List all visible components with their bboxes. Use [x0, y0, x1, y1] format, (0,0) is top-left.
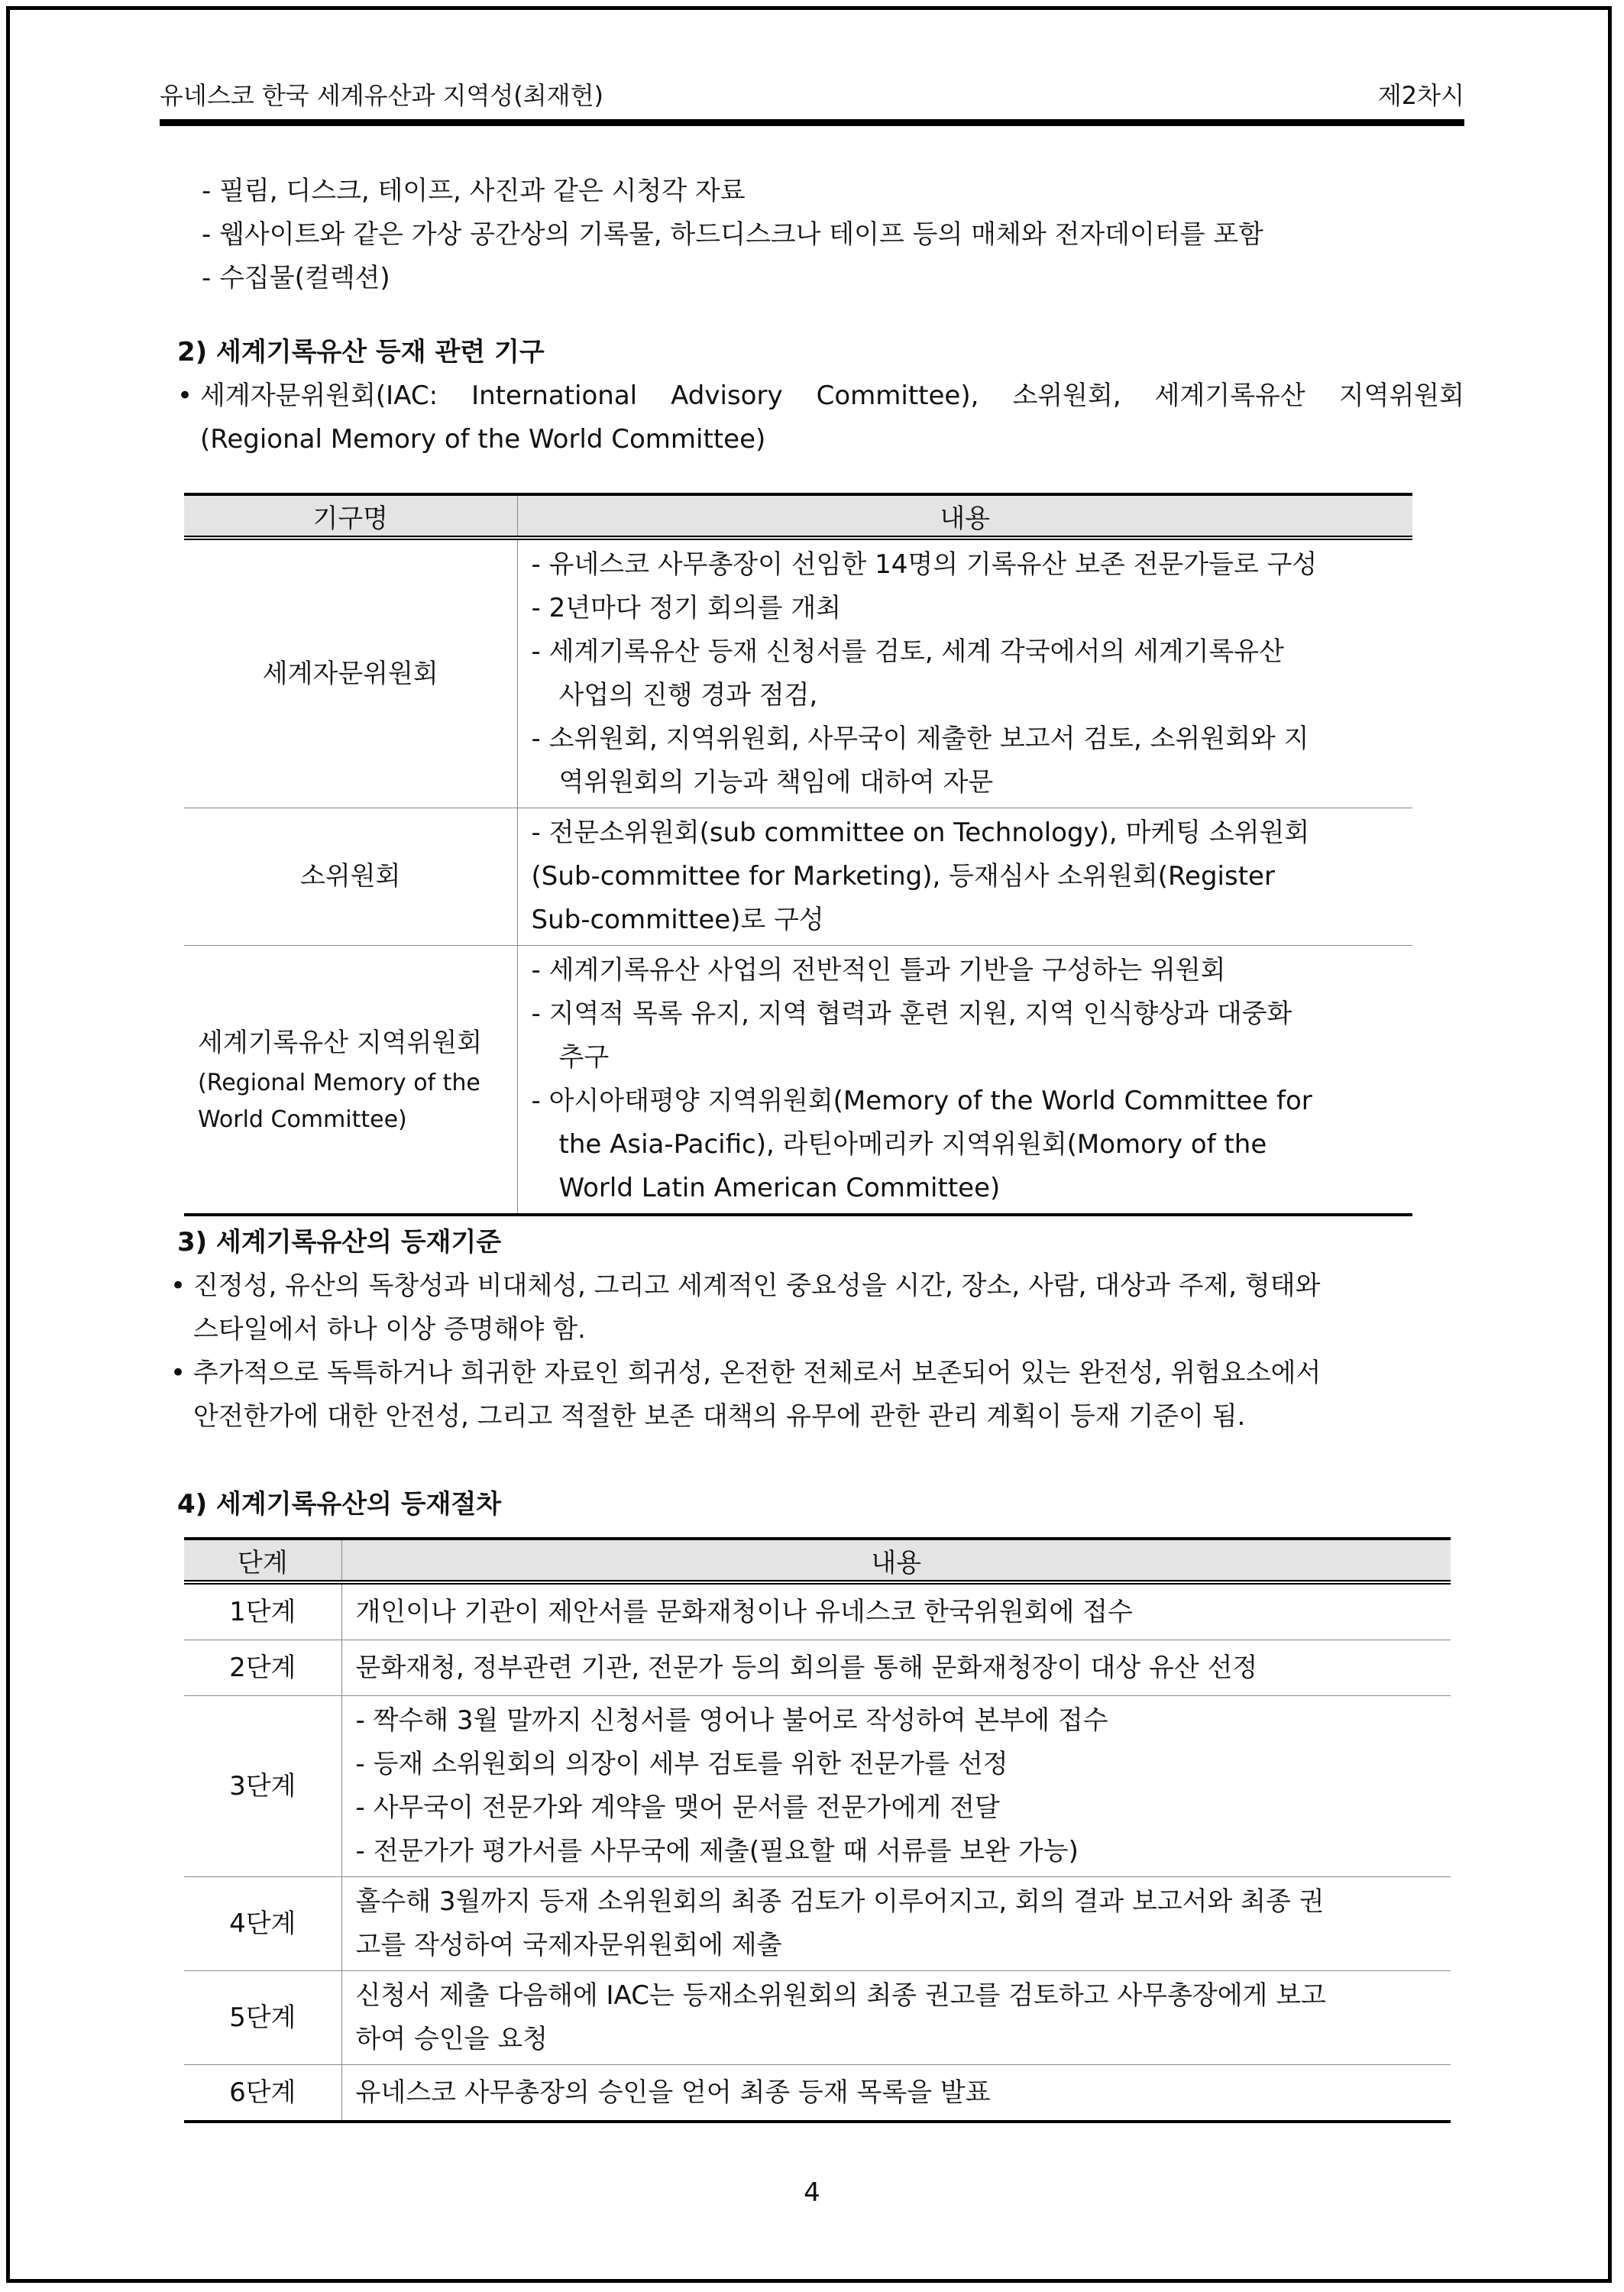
- org-content: [517, 808, 1412, 946]
- cell-line: 고를 작성하여 국제자문위원회에 제출: [355, 1930, 782, 1960]
- document-body: [177, 170, 1464, 461]
- list-item: - 수집물(컬렉션): [202, 263, 390, 293]
- procedure-table: [184, 1537, 1451, 2123]
- bullet-text: [170, 1352, 1464, 1439]
- cell-line: 개인이나 기관이 제안서를 문화재청이나 유네스코 한국위원회에 접수: [355, 1597, 1133, 1627]
- page-header: [160, 75, 1464, 116]
- header-rule: [160, 119, 1464, 126]
- cell-line: 유네스코 사무총장의 승인을 얻어 최종 등재 목록을 발표: [355, 2077, 991, 2108]
- header-session: 제2차시: [1377, 81, 1464, 110]
- org-content: [517, 946, 1412, 1216]
- table-row: [184, 2065, 1451, 2122]
- bullet-line: (Regional Memory of the World Committee): [200, 424, 766, 455]
- org-content: [517, 538, 1412, 808]
- step-label: 2단계: [184, 1640, 341, 1696]
- bullet-line: • 추가적으로 독특하거나 희귀한 자료인 희귀성, 온전한 전체로서 보존되어 있는 완전성, 위험요소에서: [193, 1358, 1322, 1388]
- bullet-line: • 세계자문위원회(IAC: International Advisory Committee), 소위원회, 세계기록유산 지역위원회: [200, 380, 1464, 411]
- table-row: [184, 1971, 1451, 2065]
- page-number: 4: [804, 2177, 820, 2208]
- section-3-heading: 3) 세계기록유산의 등재기준: [177, 1227, 502, 1258]
- list-item: - 웹사이트와 같은 가상 공간상의 기록물, 하드디스크나 테이프 등의 매체와 전자데이터를 포함: [202, 219, 1264, 250]
- step-label: 4단계: [184, 1877, 341, 1971]
- cell-line: - 세계기록유산 사업의 전반적인 틀과 기반을 구성하는 위원회: [531, 955, 1226, 986]
- list-item: - 필림, 디스크, 테이프, 사진과 같은 시청각 자료: [202, 176, 746, 206]
- cell-line: 역위원회의 기능과 책임에 대하여 자문: [558, 767, 994, 798]
- cell-line: - 짝수해 3월 말까지 신청서를 영어나 불어로 작성하여 본부에 접수: [355, 1705, 1108, 1736]
- bullet-text: [177, 374, 1464, 461]
- table-row: [184, 808, 1412, 946]
- cell-line: World Latin American Committee): [558, 1173, 1001, 1203]
- cell-line: - 등재 소위원회의 의장이 세부 검토를 위한 전문가를 선정: [355, 1749, 1008, 1779]
- organization-table: [184, 493, 1412, 1216]
- org-name: 소위원회: [184, 808, 517, 946]
- cell-line: - 유네스코 사무총장이 선임한 14명의 기록유산 보존 전문가들로 구성: [531, 549, 1318, 580]
- table-row: [184, 1582, 1451, 1640]
- org-name: 세계기록유산 지역위원회: [198, 1027, 483, 1058]
- header-title: 유네스코 한국 세계유산과 지역성(최재헌): [160, 81, 603, 110]
- cell-line: 신청서 제출 다음해에 IAC는 등재소위원회의 최종 권고를 검토하고 사무총장에게 보고: [355, 1980, 1326, 2011]
- bullet-line: • 진정성, 유산의 독창성과 비대체성, 그리고 세계적인 중요성을 시간, 장소, 사람, 대상과 주제, 형태와: [193, 1271, 1321, 1301]
- step-content: [341, 1582, 1451, 1640]
- bullet-line: 스타일에서 하나 이상 증명해야 함.: [193, 1314, 586, 1345]
- org-name-english: (Regional Memory of the: [198, 1069, 480, 1096]
- cell-line: 홀수해 3월까지 등재 소위원회의 최종 검토가 이루어지고, 회의 결과 보고서와 최종 권: [355, 1886, 1325, 1917]
- cell-line: - 아시아태평양 지역위원회(Memory of the World Committee for: [531, 1086, 1312, 1116]
- step-content: [341, 2065, 1451, 2122]
- table-row: [184, 1696, 1451, 1877]
- cell-line: 사업의 진행 경과 점검,: [558, 680, 818, 711]
- cell-line: Sub-committee)로 구성: [531, 905, 824, 935]
- col-header-step: 단계: [184, 1539, 341, 1582]
- cell-line: - 세계기록유산 등재 신청서를 검토, 세계 각국에서의 세계기록유산: [531, 636, 1285, 667]
- cell-line: 하여 승인을 요청: [355, 2024, 548, 2054]
- cell-line: - 전문소위원회(sub committee on Technology), 마케팅 소위원회: [531, 817, 1310, 848]
- bullet-text: [170, 1264, 1464, 1352]
- step-label: 6단계: [184, 2065, 341, 2122]
- table-row: [184, 538, 1412, 808]
- cell-line: - 지역적 목록 유지, 지역 협력과 훈련 지원, 지역 인식향상과 대중화: [531, 999, 1292, 1029]
- step-label: 5단계: [184, 1971, 341, 2065]
- cell-line: - 2년마다 정기 회의를 개최: [531, 593, 842, 623]
- section-4-heading: 4) 세계기록유산의 등재절차: [177, 1489, 502, 1520]
- table-row: [184, 946, 1412, 1216]
- step-label: 1단계: [184, 1582, 341, 1640]
- bullet-line: 안전한가에 대한 안전성, 그리고 적절한 보존 대책의 유무에 관한 관리 계획이 등재 기준이 됨.: [193, 1401, 1246, 1432]
- col-header-content: 내용: [517, 494, 1412, 538]
- step-content: [341, 1696, 1451, 1877]
- table-row: [184, 1877, 1451, 1971]
- org-name: 세계자문위원회: [184, 538, 517, 808]
- cell-line: - 소위원회, 지역위원회, 사무국이 제출한 보고서 검토, 소위원회와 지: [531, 724, 1309, 754]
- cell-line: (Sub-committee for Marketing), 등재심사 소위원회(Register: [531, 861, 1275, 892]
- org-name-cell: [184, 946, 517, 1216]
- table-row: [184, 1640, 1451, 1696]
- step-label: 3단계: [184, 1696, 341, 1877]
- cell-line: - 사무국이 전문가와 계약을 맺어 문서를 전문가에게 전달: [355, 1792, 1000, 1823]
- col-header-name: 기구명: [184, 494, 517, 538]
- cell-line: - 전문가가 평가서를 사무국에 제출(필요할 때 서류를 보완 가능): [355, 1836, 1079, 1866]
- org-name-english: World Committee): [198, 1106, 407, 1133]
- step-content: [341, 1971, 1451, 2065]
- section-2-heading: 2) 세계기록유산 등재 관련 기구: [177, 337, 545, 367]
- cell-line: 문화재청, 정부관련 기관, 전문가 등의 회의를 통해 문화재청장이 대상 유산 선정: [355, 1653, 1258, 1683]
- document-body-lower: [177, 1221, 1464, 1526]
- step-content: [341, 1877, 1451, 1971]
- col-header-content: 내용: [341, 1539, 1451, 1582]
- step-content: [341, 1640, 1451, 1696]
- cell-line: 추구: [558, 1042, 610, 1073]
- cell-line: the Asia-Pacific), 라틴아메리카 지역위원회(Momory of the: [558, 1129, 1267, 1160]
